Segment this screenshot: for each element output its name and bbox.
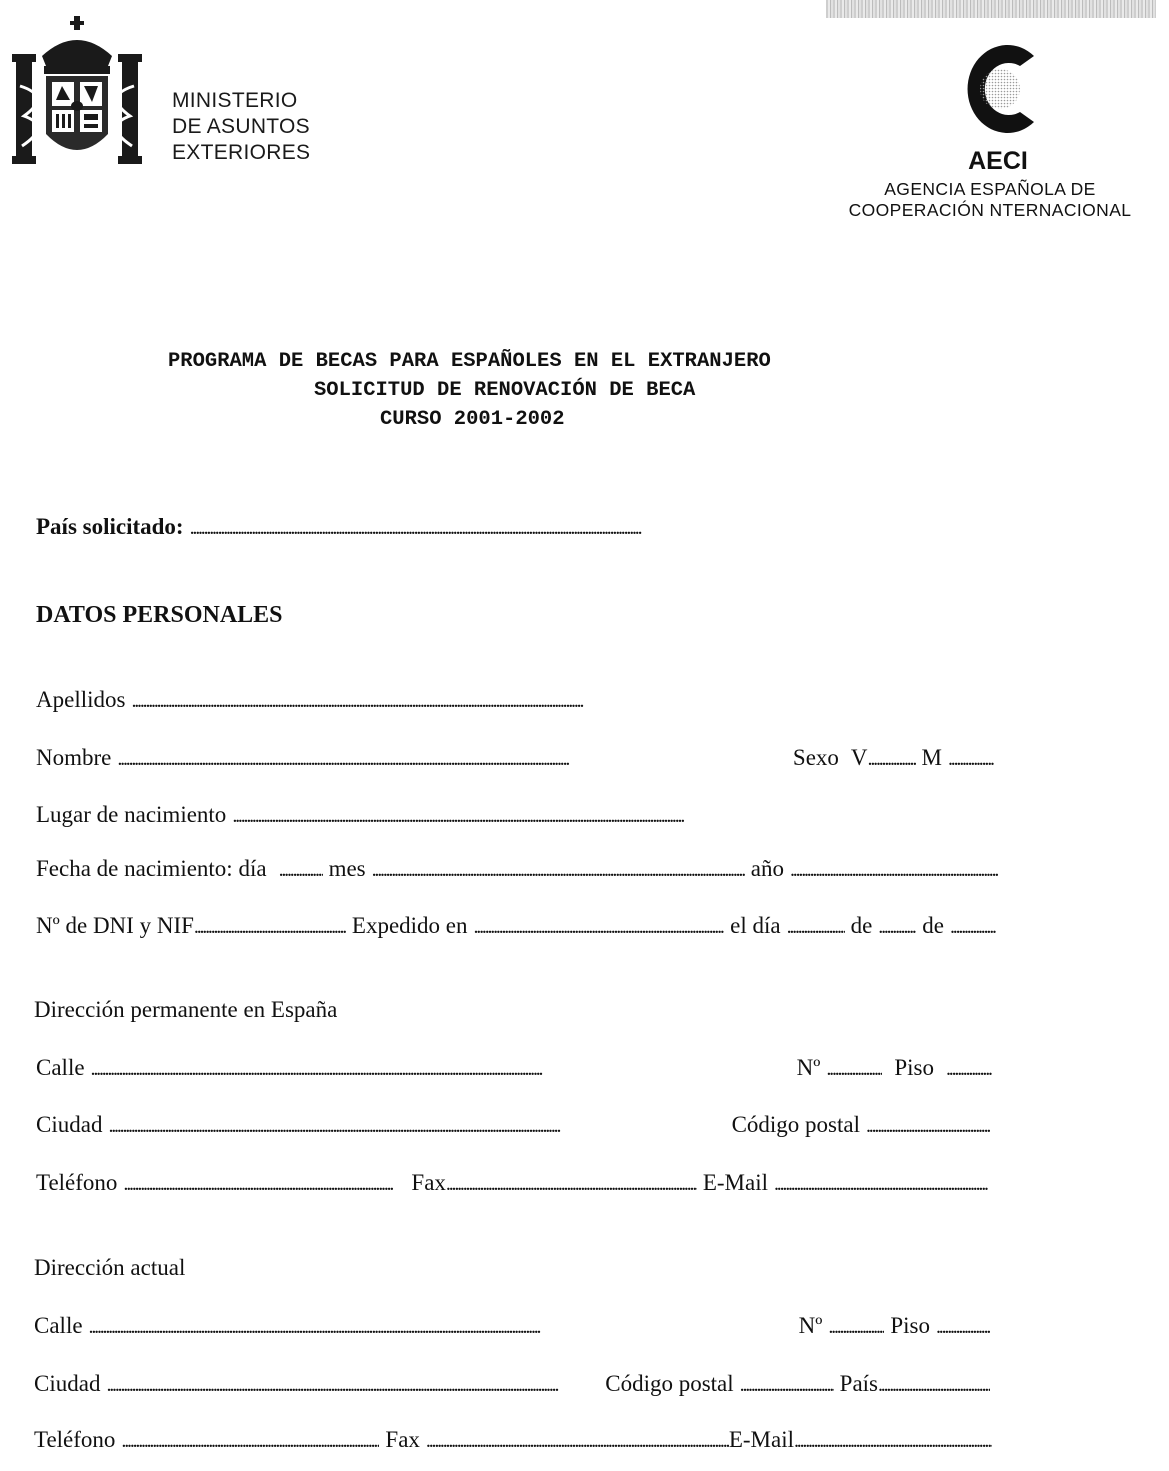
act-calle-label: Calle [34, 1313, 83, 1338]
fecha-nacimiento-row [36, 856, 998, 882]
nombre-row [36, 745, 994, 771]
apellidos-label: Apellidos [36, 687, 126, 712]
perm-telefono-label: Teléfono [36, 1170, 118, 1195]
agency-abbreviation: AECI [968, 147, 1028, 175]
ministry-line-2: DE ASUNTOS [172, 115, 310, 138]
act-ciudad-label: Ciudad [34, 1371, 101, 1396]
sexo-v-field[interactable] [868, 745, 916, 771]
act-telefono-field[interactable] [121, 1427, 379, 1453]
permanent-address-heading: Dirección permanente en España [34, 997, 338, 1022]
dni-label: Nº de DNI y NIF [36, 913, 194, 938]
act-numero-field[interactable] [828, 1313, 884, 1339]
act-ciudad-row [34, 1371, 990, 1397]
nombre-label: Nombre [36, 745, 112, 770]
mes-field[interactable] [372, 856, 745, 882]
act-calle-field[interactable] [89, 1313, 793, 1339]
anio-label: año [750, 856, 784, 881]
aeci-logo-icon [958, 42, 1042, 136]
act-piso-field[interactable] [936, 1313, 990, 1339]
perm-numero-label: Nº [796, 1055, 821, 1080]
perm-codigo-postal-label: Código postal [731, 1112, 860, 1137]
sexo-m-field[interactable] [948, 745, 994, 771]
act-codigo-postal-label: Código postal [605, 1371, 734, 1396]
perm-telefono-row [36, 1170, 988, 1196]
perm-ciudad-field[interactable] [108, 1112, 725, 1138]
act-email-field[interactable] [794, 1427, 992, 1453]
current-address-heading: Dirección actual [34, 1255, 186, 1280]
perm-calle-field[interactable] [91, 1055, 791, 1081]
mes-label: mes [328, 856, 366, 881]
perm-ciudad-label: Ciudad [36, 1112, 103, 1137]
expedido-anio-field[interactable] [950, 913, 996, 939]
title-line-program: PROGRAMA DE BECAS PARA ESPAÑOLES EN EL EXTRANJERO [168, 350, 771, 373]
sexo-v-label: V [850, 745, 868, 770]
de-label-1: de [850, 913, 873, 938]
perm-telefono-field[interactable] [123, 1170, 393, 1196]
expedido-mes-field[interactable] [878, 913, 916, 939]
act-piso-label: Piso [890, 1313, 930, 1338]
anio-field[interactable] [790, 856, 998, 882]
perm-calle-row [36, 1055, 992, 1081]
scan-artifact-strip [826, 0, 1156, 18]
lugar-nacimiento-row [36, 802, 996, 828]
dni-field[interactable] [194, 913, 346, 939]
ministry-line-1: MINISTERIO [172, 89, 298, 112]
el-dia-label: el día [730, 913, 781, 938]
perm-numero-field[interactable] [826, 1055, 882, 1081]
nombre-field[interactable] [117, 745, 787, 771]
act-numero-label: Nº [798, 1313, 823, 1338]
perm-ciudad-row [36, 1112, 990, 1138]
act-ciudad-field[interactable] [106, 1371, 599, 1397]
apellidos-field[interactable] [131, 687, 994, 713]
act-pais-field[interactable] [878, 1371, 990, 1397]
perm-fax-field[interactable] [446, 1170, 697, 1196]
ministry-name [172, 88, 310, 166]
act-telefono-row [34, 1427, 992, 1453]
act-fax-field[interactable] [426, 1427, 729, 1453]
pais-solicitado-label: País solicitado: [36, 514, 184, 539]
lugar-nacimiento-field[interactable] [232, 802, 996, 828]
ministry-line-3: EXTERIORES [172, 141, 311, 164]
perm-fax-label: Fax [411, 1170, 446, 1195]
expedido-field[interactable] [474, 913, 725, 939]
perm-codigo-postal-field[interactable] [866, 1112, 990, 1138]
sexo-m-label: M [921, 745, 942, 770]
perm-email-label: E-Mail [702, 1170, 768, 1195]
perm-piso-label: Piso [894, 1055, 934, 1080]
title-line-course: CURSO 2001-2002 [380, 408, 565, 431]
document-title [0, 347, 1169, 434]
pais-solicitado-field[interactable] [190, 514, 642, 540]
de-label-2: de [922, 913, 944, 938]
perm-piso-field[interactable] [946, 1055, 992, 1081]
dni-row [36, 913, 996, 939]
personal-data-heading: DATOS PERSONALES [36, 602, 283, 628]
lugar-nacimiento-label: Lugar de nacimiento [36, 802, 227, 827]
agency-name-line-1: AGENCIA ESPAÑOLA DE [884, 179, 1096, 199]
act-calle-row [34, 1313, 990, 1339]
sexo-label: Sexo [792, 745, 839, 770]
act-email-label: E-Mail [728, 1427, 794, 1452]
agency-name-line-2: COOPERACIÓN NTERNACIONAL [848, 200, 1132, 220]
perm-email-field[interactable] [774, 1170, 988, 1196]
apellidos-row [36, 687, 994, 713]
expedido-dia-field[interactable] [787, 913, 845, 939]
spanish-coat-of-arms-icon [12, 16, 154, 178]
agency-name [820, 179, 1160, 221]
pais-solicitado-row [36, 514, 642, 540]
perm-calle-label: Calle [36, 1055, 85, 1080]
title-line-request: SOLICITUD DE RENOVACIÓN DE BECA [314, 379, 696, 402]
expedido-label: Expedido en [351, 913, 468, 938]
act-pais-label: País [839, 1371, 878, 1396]
fecha-nacimiento-label: Fecha de nacimiento: día [36, 856, 267, 881]
act-telefono-label: Teléfono [34, 1427, 116, 1452]
act-fax-label: Fax [385, 1427, 420, 1452]
act-codigo-postal-field[interactable] [740, 1371, 834, 1397]
dia-field[interactable] [279, 856, 323, 882]
